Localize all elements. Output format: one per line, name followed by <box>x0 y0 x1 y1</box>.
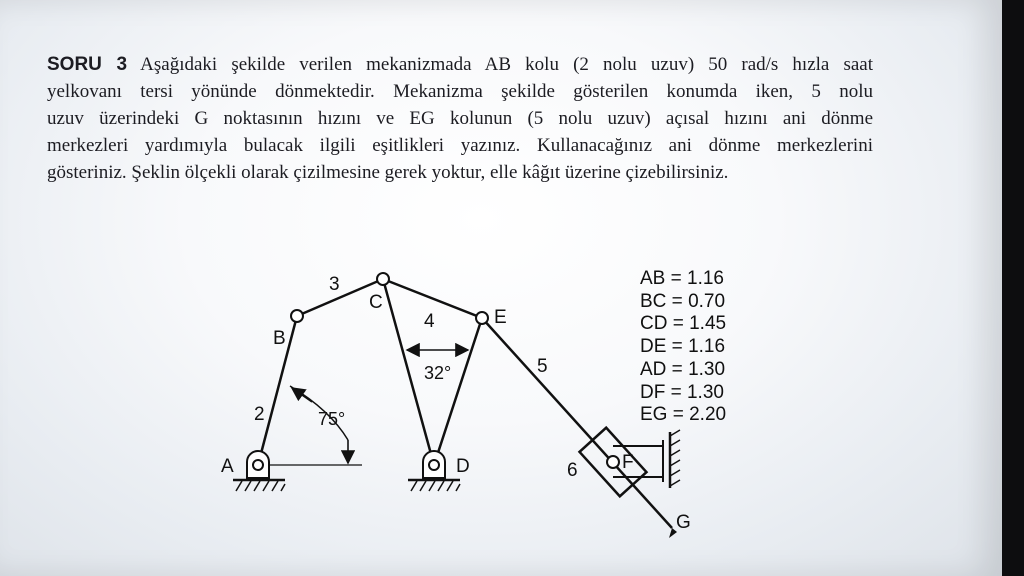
question-line-5: gösteriniz. Şeklin ölçekli olarak çizilmesine gerek yoktur, elle kâğıt üzerine çizebilirsiniz. <box>47 162 729 183</box>
dimension-BC: BC = 0.70 <box>640 290 726 312</box>
dimension-DE: DE = 1.16 <box>640 336 726 358</box>
label-link-6: 6 <box>567 460 578 481</box>
ground-support-A <box>233 451 285 491</box>
dimension-DF: DF = 1.30 <box>640 381 724 403</box>
label-G: G <box>676 512 691 533</box>
angle-32-label: 32° <box>424 363 452 383</box>
question-line-1: SORU 3 Aşağıdaki şekilde verilen mekanizmada AB kolu (2 nolu uzuv) 50 rad/s hızla saat <box>47 54 873 75</box>
pin-C <box>377 273 389 285</box>
ground-support-D <box>408 451 460 491</box>
dimension-list <box>640 268 740 427</box>
label-link-3: 3 <box>329 274 340 295</box>
pin-F <box>607 456 619 468</box>
dimension-CD: CD = 1.45 <box>640 313 727 335</box>
label-link-5: 5 <box>537 356 548 377</box>
dimension-EG: EG = 2.20 <box>640 404 727 426</box>
ground-F-hatch <box>670 430 680 486</box>
question-line-3: uzuv üzerindeki G noktasının hızını ve EG kolunun (5 nolu uzuv) açısal hızını ani dönme <box>47 108 873 129</box>
dimension-AB: AB = 1.16 <box>640 268 724 289</box>
label-link-2: 2 <box>254 404 265 425</box>
label-D: D <box>456 456 470 477</box>
dimension-AD: AD = 1.30 <box>640 358 726 380</box>
label-E: E <box>494 307 507 328</box>
question-line-4: merkezleri yardımıyla bulacak ilgili eşitlikleri yazınız. Kullanacağınız ani dönme merkezlerini <box>47 135 873 156</box>
label-A: A <box>221 456 234 477</box>
question-label: SORU 3 <box>47 54 128 75</box>
label-link-4: 4 <box>424 311 435 332</box>
pin-E <box>476 312 488 324</box>
pin-B <box>291 310 303 322</box>
label-F: F <box>622 452 634 473</box>
question-line-2: yelkovanı tersi yönünde dönmektedir. Mekanizma şekilde gösterilen konumda iken, 5 nolu <box>47 81 873 102</box>
angle-75-label: 75° <box>318 409 346 429</box>
angle-75-arrow-up <box>292 388 312 402</box>
label-B: B <box>273 328 286 349</box>
label-C: C <box>369 292 383 313</box>
